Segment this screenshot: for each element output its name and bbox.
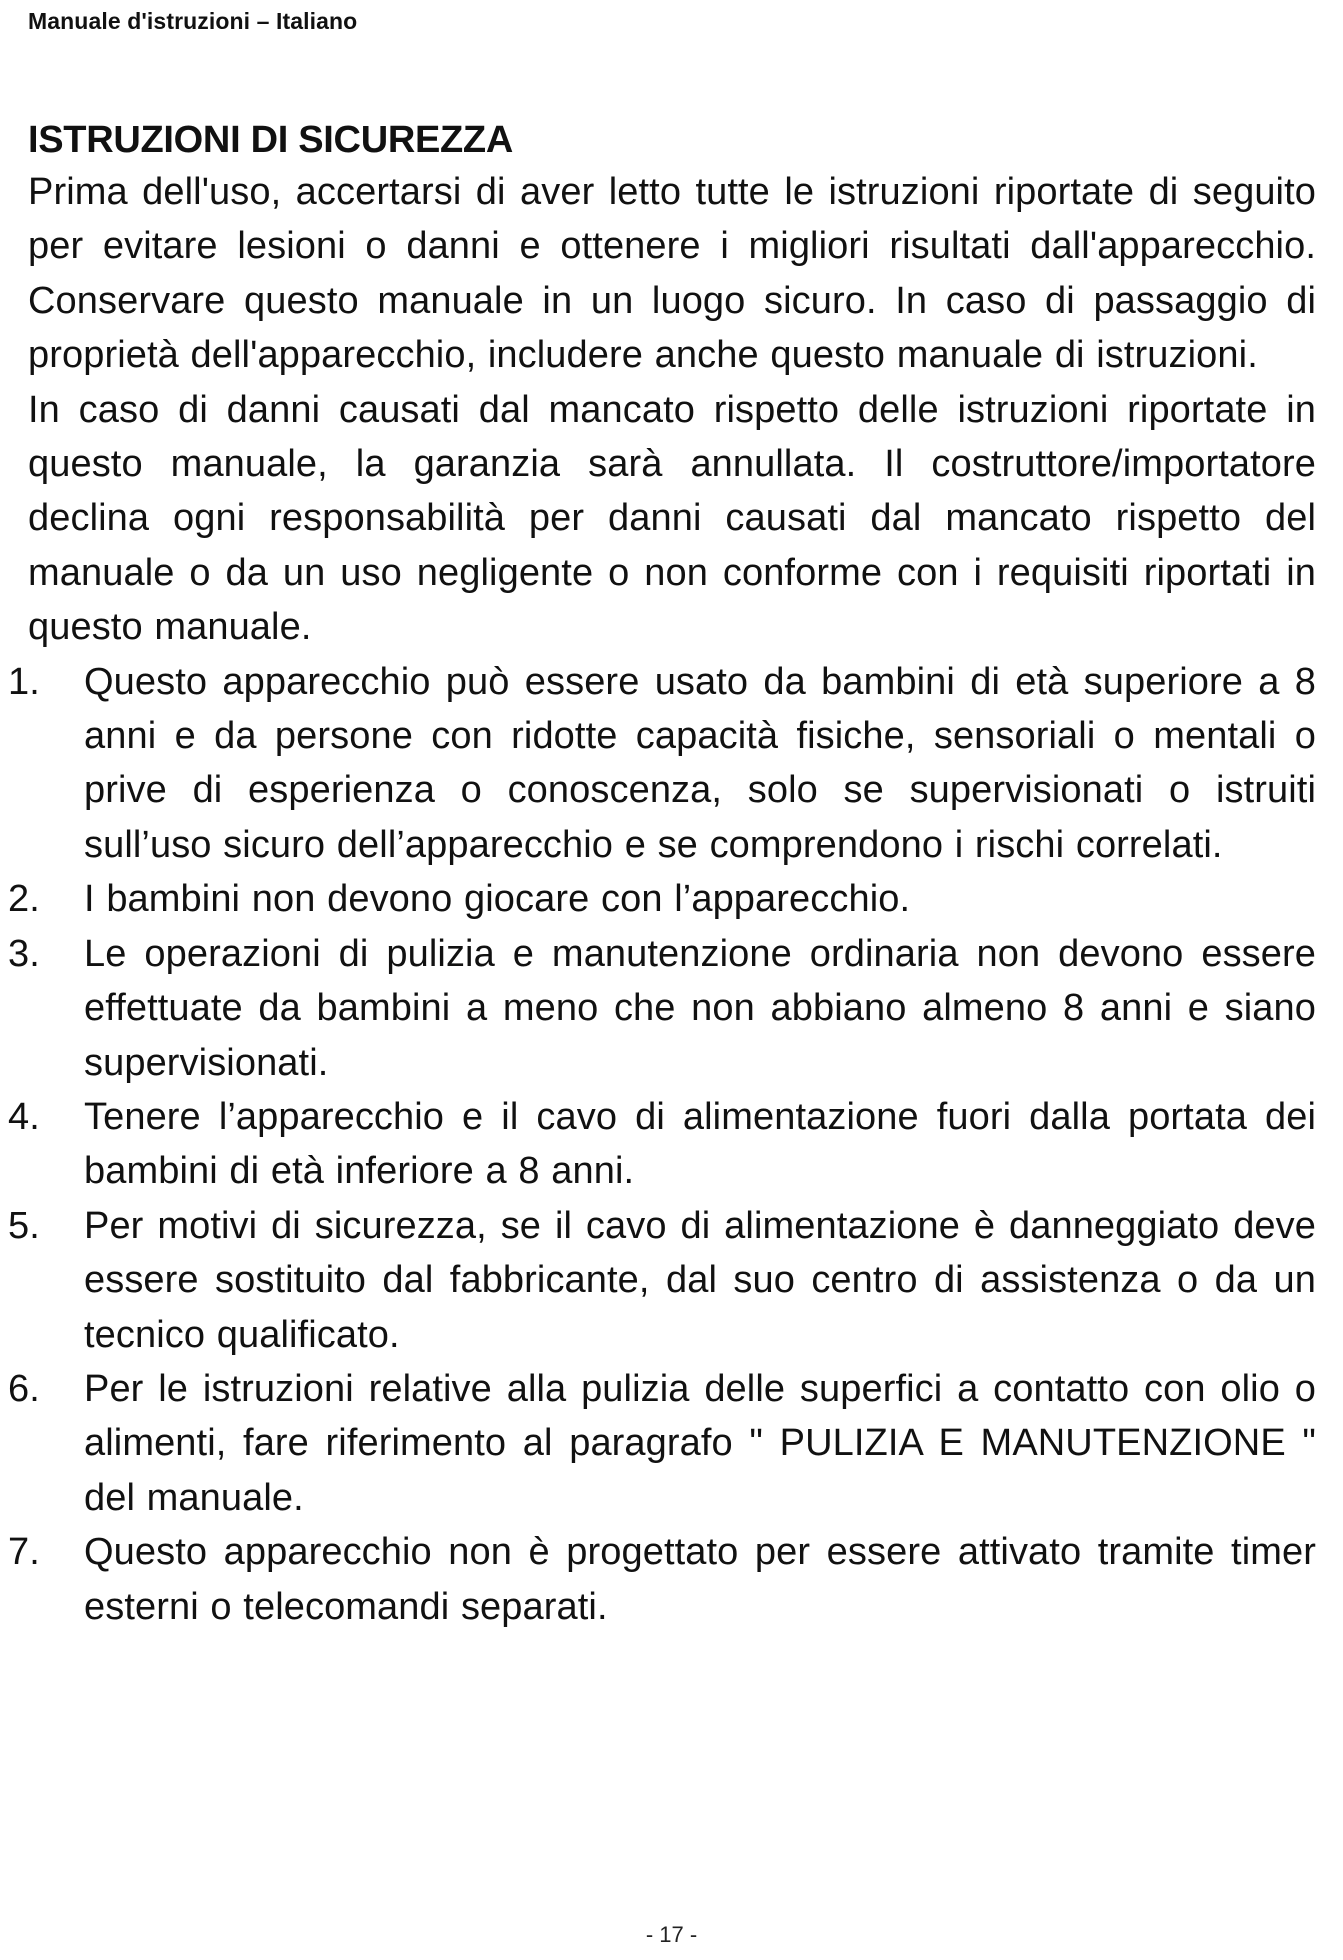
item-text: Le operazioni di pulizia e manutenzione ordinaria non devono essere effettuate da bambini a meno che non abbiano almeno 8 anni e siano supervisionati.: [84, 932, 1316, 1084]
list-item: [8, 927, 1316, 1090]
item-number: 5.: [8, 1204, 40, 1247]
safety-section: [8, 115, 1316, 1634]
list-item: [8, 1199, 1316, 1362]
item-number: 6.: [8, 1367, 40, 1410]
intro-paragraph: Prima dell'uso, accertarsi di aver letto tutte le istruzioni riportate di seguito per evitare lesioni o danni e ottenere i migliori risultati dall'apparecchio. Conservare questo manuale in un luogo sicuro. In caso di passaggio di proprietà dell'apparecchio, includere anche questo manuale di istruzioni.: [28, 171, 1316, 377]
list-item: [8, 872, 1316, 926]
page-header: Manuale d'istruzioni – Italiano: [28, 8, 358, 34]
item-number: 2.: [8, 878, 40, 921]
section-title: ISTRUZIONI DI SICUREZZA: [28, 119, 513, 161]
list-item: [8, 1362, 1316, 1525]
item-text: Tenere l’apparecchio e il cavo di alimentazione fuori dalla portata dei bambini di età inferiore a 8 anni.: [84, 1095, 1316, 1193]
item-number: 3.: [8, 932, 40, 975]
warranty-paragraph: In caso di danni causati dal mancato rispetto delle istruzioni riportate in questo manuale, la garanzia sarà annullata. Il costruttore/importatore declina ogni responsabilità per danni causati dal mancato rispetto del manuale o da un uso negligente o non conforme con i requisiti riportati in questo manuale.: [28, 388, 1316, 649]
page-number: - 17 -: [645, 1922, 698, 1947]
list-item: [8, 655, 1316, 873]
item-number: 1.: [8, 660, 40, 703]
item-text: Questo apparecchio non è progettato per essere attivato tramite timer esterni o telecomandi separati.: [84, 1531, 1316, 1628]
safety-rules-list: [8, 655, 1316, 1634]
item-number: 7.: [8, 1531, 40, 1574]
item-text: I bambini non devono giocare con l’apparecchio.: [84, 878, 911, 921]
item-text: Per le istruzioni relative alla pulizia delle superfici a contatto con olio o alimenti, fare riferimento al paragrafo " PULIZIA E MANUTENZIONE " del manuale.: [84, 1367, 1316, 1519]
item-number: 4.: [8, 1095, 40, 1138]
list-item: [8, 1525, 1316, 1634]
list-item: [8, 1090, 1316, 1199]
item-text: Questo apparecchio può essere usato da bambini di età superiore a 8 anni e da persone con ridotte capacità fisiche, sensoriali o mentali o prive di esperienza o conoscenza, solo se supervisionati o istruiti sull’uso sicuro dell’apparecchio e se comprendono i rischi correlati.: [84, 660, 1316, 866]
item-text: Per motivi di sicurezza, se il cavo di alimentazione è danneggiato deve essere sostituito dal fabbricante, dal suo centro di assistenza o da un tecnico qualificato.: [84, 1204, 1316, 1356]
